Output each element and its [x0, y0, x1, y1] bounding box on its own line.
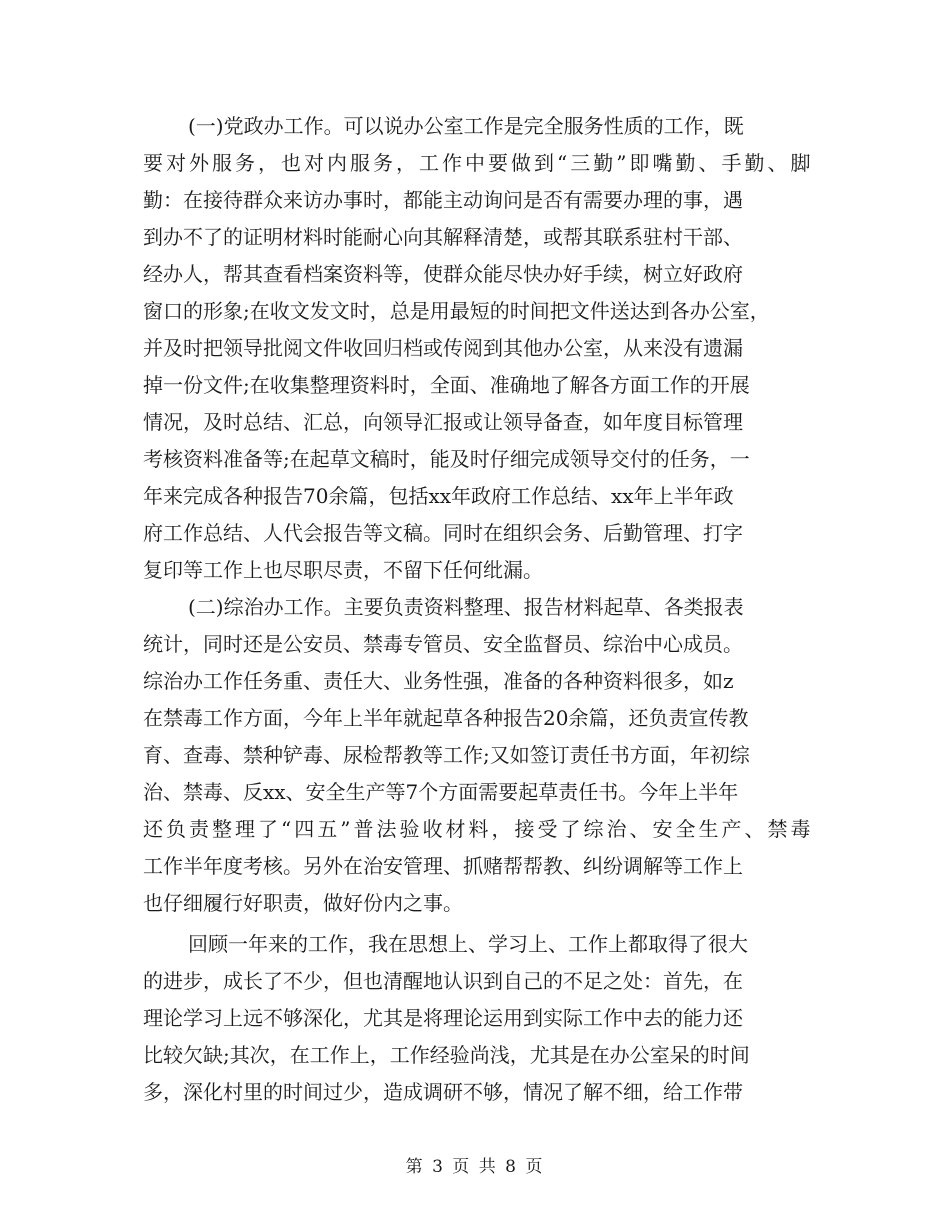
paragraph-1-line-5: 经办人，帮其查看档案资料等，使群众能尽快办好手续，树立好政府: [143, 262, 743, 286]
paragraph-2-line-2: 统计，同时还是公安员、禁毒专管员、安全监督员、综治中心成员。: [143, 632, 743, 656]
paragraph-1-line-3: 勤：在接待群众来访办事时，都能主动询问是否有需要办理的事，遇: [143, 188, 743, 212]
paragraph-2-line-6: 治、禁毒、反xx、安全生产等7个方面需要起草责任书。今年上半年: [143, 780, 739, 804]
paragraph-1-line-2: 要对外服务，也对内服务，工作中要做到“三勤”即嘴勤、手勤、脚: [143, 151, 814, 175]
paragraph-1-line-13: 复印等工作上也尽职尽责，不留下任何纰漏。: [143, 558, 543, 582]
paragraph-1-line-12: 府工作总结、人代会报告等文稿。同时在组织会务、后勤管理、打字: [143, 521, 743, 545]
page-number-footer: 第 3 页 共 8 页: [405, 1157, 545, 1177]
paragraph-1-line-10: 考核资料准备等;在起草文稿时，能及时仔细完成领导交付的任务，一: [143, 447, 750, 471]
paragraph-1-line-7: 并及时把领导批阅文件收回归档或传阅到其他办公室，从来没有遗漏: [143, 336, 743, 360]
paragraph-1-line-8: 掉一份文件;在收集整理资料时，全面、准确地了解各方面工作的开展: [143, 373, 750, 397]
paragraph-2-line-3: 综治办工作任务重、责任大、业务性强，准备的各种资料很多，如z: [143, 669, 734, 693]
paragraph-3-line-3: 理论学习上远不够深化，尤其是将理论运用到实际工作中去的能力还: [143, 1006, 743, 1030]
paragraph-2-line-7: 还负责整理了“四五”普法验收材料，接受了综治、安全生产、禁毒: [143, 817, 814, 841]
paragraph-2-line-5: 育、查毒、禁种铲毒、尿检帮教等工作;又如签订责任书方面，年初综: [143, 743, 750, 767]
paragraph-2-line-8: 工作半年度考核。另外在治安管理、抓赌帮帮教、纠纷调解等工作上: [143, 854, 743, 878]
paragraph-2-line-9: 也仔细履行好职责，做好份内之事。: [143, 891, 463, 915]
paragraph-3-line-4: 比较欠缺;其次，在工作上，工作经验尚浅，尤其是在办公室呆的时间: [143, 1043, 750, 1067]
paragraph-3-line-5: 多，深化村里的时间过少，造成调研不够，情况了解不细，给工作带: [143, 1080, 743, 1104]
paragraph-1-line-1: (一)党政办工作。可以说办公室工作是完全服务性质的工作，既: [188, 114, 744, 138]
paragraph-3-line-1: 回顾一年来的工作，我在思想上、学习上、工作上都取得了很大: [188, 932, 748, 956]
paragraph-2-line-1: (二)综治办工作。主要负责资料整理、报告材料起草、各类报表: [188, 595, 744, 619]
paragraph-2-line-4: 在禁毒工作方面，今年上半年就起草各种报告20余篇，还负责宣传教: [143, 706, 749, 730]
paragraph-3-line-2: 的进步，成长了不少，但也清醒地认识到自己的不足之处：首先，在: [143, 969, 743, 993]
paragraph-1-line-6: 窗口的形象;在收文发文时，总是用最短的时间把文件送达到各办公室，: [143, 299, 770, 323]
paragraph-1-line-9: 情况，及时总结、汇总，向领导汇报或让领导备查，如年度目标管理: [143, 410, 743, 434]
paragraph-1-line-11: 年来完成各种报告70余篇，包括xx年政府工作总结、xx年上半年政: [143, 484, 734, 508]
paragraph-1-line-4: 到办不了的证明材料时能耐心向其解释清楚，或帮其联系驻村干部、: [143, 225, 743, 249]
